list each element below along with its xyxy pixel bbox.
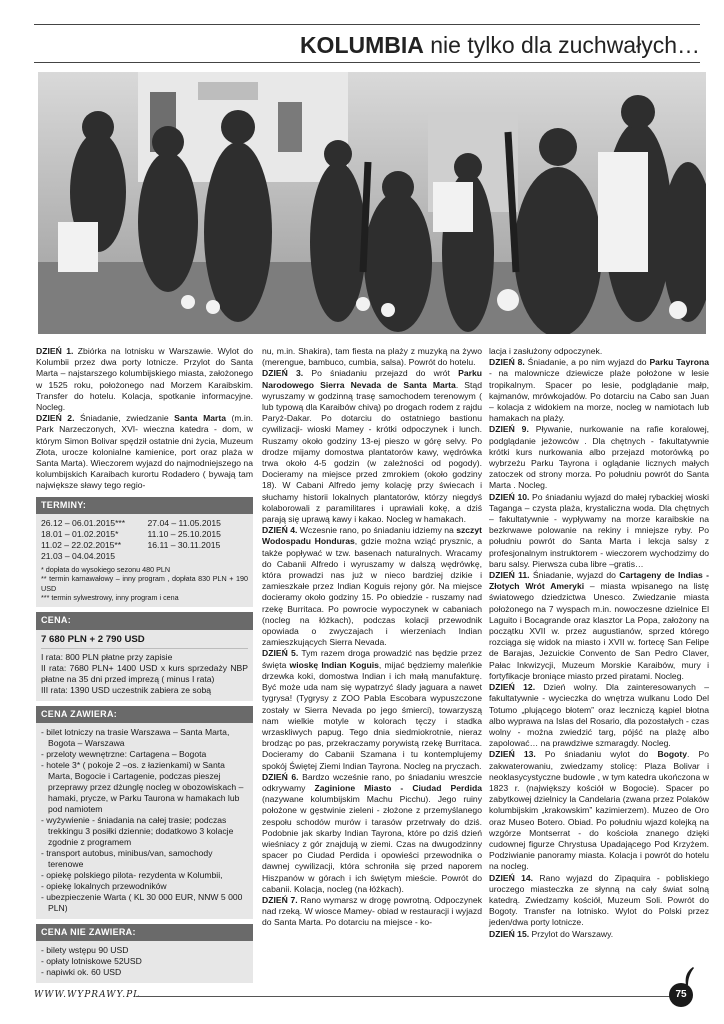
day-9-text-a: Pływanie, nurkowanie na rafie koralowej, podglądanie jeżowców . Dla chętnych - fakultatywnie krótki kurs nurkowania albo przejazd motorówką po wybrzeżu Parku Tayrona i oglądanie licznych małych zatoczek od strony morza. Po południu powrót do Santa Marta . Nocleg. bbox=[489, 424, 709, 491]
list-item: - opiekę polskiego pilota- rezydenta w Kolumbii, bbox=[41, 869, 223, 880]
day-15 bbox=[489, 929, 709, 940]
day-5-text-a: Tym razem droga prowadzić nas będzie przez święta bbox=[262, 648, 482, 670]
day-11-text-a: Śniadanie, wyjazd do bbox=[529, 570, 620, 581]
day-8-text-a: Śniadanie, a po nim wyjazd do bbox=[524, 357, 650, 368]
day-10-text-a: Po śniadaniu wyjazd do małej rybackiej wioski Taganga – czysta plaża, krystaliczna woda. Dla chętnych – fakultatywnie - wypływamy na morze karaibskie na bezkrwawe polowanie na rekiny i mniejsze ryby. Po południu powrót do Santa Marta i lekcja salsy z profesjonalnym instruktorem - wieczorem wychodzimy do baru salsy. Pierwsza cuba libre –gratis… bbox=[489, 491, 709, 569]
day-4-highlight: szczyt Wodospadu Honduras bbox=[262, 525, 482, 547]
day-3-text-a: Po śniadaniu przejazd do wrót bbox=[303, 368, 459, 379]
term-date: 16.11 – 30.11.2015 bbox=[147, 539, 221, 550]
includes-body bbox=[36, 723, 253, 919]
term-date: 21.03 – 04.04.2015 bbox=[41, 550, 116, 561]
includes-box bbox=[36, 706, 253, 919]
list-item: - opłaty lotniskowe 52USD bbox=[41, 956, 142, 967]
day-3-text-b: . Stąd wyruszamy w godzinną trasę samochodem terenowym ( lub typową dla Karaibów chivą) po drogach rodem z rajdu Paryż-Dakar. Po dotarciu do ostatniego bastionu cywilizacji- wioski Mamey - krótki odpoczynek i lunch. Ruszamy około godziny 13-ej pieszo w górę selvy. Po drodze mijamy domostwa plantatorów kawy, wędrówka trwa około 4-5 godzin (w zależności od pogody). Docieramy na miejsce przed zmrokiem (około godziny 18). W Cabani Alfredo jemy kolację przy świecach i słuchamy historii lokalnych plantatorów, którzy niegdyś kolaborowali z paramilitares i uprawiali kokę, a dziś parają się uprawą kawy i kakao. Nocleg w hamakach. bbox=[262, 379, 482, 525]
list-item: - bilet lotniczy na trasie Warszawa – Santa Marta, Bogota – Warszawa bbox=[41, 726, 230, 748]
column-2 bbox=[262, 346, 482, 929]
day-9-label: DZIEŃ 9. bbox=[489, 424, 529, 435]
page-title-bold: KOLUMBIA bbox=[299, 32, 424, 58]
day-2-continuation: nu, m.in. Shakira), tam fiesta na plaży z muzyką na żywo (merengue, bambuco, cumbia, salsa). Powrót do hotelu. bbox=[262, 346, 482, 368]
day-5-label: DZIEŃ 5. bbox=[262, 648, 299, 659]
day-3 bbox=[262, 368, 482, 525]
day-1 bbox=[36, 346, 253, 413]
term-date: 11.10 – 25.10.2015 bbox=[147, 528, 221, 539]
day-6-text-b: (nazywane kolumbijskim Machu Picchu). Jego ruiny położone w gęstwinie zieleni - złożone z przemyślanego zespołu schodów murów i tarasów przetrwały do dziś. Podobnie jak skarby Indian Tayrona, które po dziś dzień wieśniacy z gór znajdują w ziemi. Czas na dwugodzinny spacer po Ciudad Perdida i opowieści przewodnika o dawnej cywilizacji, która schroniła się przed naporem Hiszpanów w górach i ich świętym mieście. Powrót do cabanii. Kolacja, nocleg (na łóżkach). bbox=[262, 794, 482, 894]
bottom-rule bbox=[136, 996, 672, 997]
list-item: - hotele 3* ( pokoje 2 –os. z łazienkami) w Santa Marta, Bogocie i Cartagenie, podczas pieszej przeprawy przez dżunglę nocleg w obozowiskach – hamaki, prycze, w Parku Taurona w hamakach lub pod namiotem bbox=[41, 759, 244, 814]
day-11-highlight: Cartageny de Indias - Złotych Wrót Ameryki bbox=[489, 570, 709, 592]
day-7-text-a: Rano wymarsz w drogę powrotną. Odpoczynek nad rzeką. W wiosce Mamey- obiad w restauracji i wyjazd do Santa Marta. Po dotarciu na miejsce - ko- bbox=[262, 894, 482, 928]
term-note: *** termin sylwestrowy, inny program i cena bbox=[41, 593, 179, 603]
day-3-highlight: Parku Narodowego Sierra Nevada de Santa Marta bbox=[262, 368, 483, 390]
day-15-label: DZIEŃ 15. bbox=[489, 928, 530, 939]
photo-procession-children-icon bbox=[38, 72, 706, 334]
day-8 bbox=[489, 357, 709, 424]
list-item: - bilety wstępu 90 USD bbox=[41, 945, 129, 956]
list-item: - transport autobus, minibus/van, samochody terenowe bbox=[41, 847, 213, 869]
day-7-continuation: lacja i zasłużony odpoczynek. bbox=[489, 346, 603, 356]
day-1-label: DZIEŃ 1. bbox=[36, 346, 74, 356]
day-5-highlight: wioskę Indian Koguis bbox=[289, 659, 379, 670]
day-11-label: DZIEŃ 11. bbox=[489, 570, 530, 581]
page-number: 75 bbox=[669, 983, 693, 1007]
day-1-text: Zbiórka na lotnisku w Warszawie. Wylot do Kolumbii przez dwa porty lotnicze. Przylot do Santa Marta – najstarszego kolumbijskiego miasta, założonego w 1525 roku, położonego nad Morzem Karaibskim. Transfer do hotelu. Kolacja, spotkanie informacyjne. Nocleg. bbox=[36, 346, 253, 413]
day-5-text-b: , mijać będziemy maleńkie drzewka koki, domostwa Indian i ich małą manufakturę. Być może uda nam się wypatrzyć ślady jaguara a nawet tygrysa! (Tygrysy z ZOO Pabla Escobara wypuszczone zostały w Sierra Nevada po jego śmierci), towarzyszą nam wielkie motyle w kolorach tęczy i stadka wrzaskliwych papug. Tego dnia siedmiokrotnie, nieraz brodząc po pas, przekraczamy porywistą rzekę Burritaca. Docieramy do Cabanii Szamana i tu kontemplujemy spokój Świętej Ziemi Indian Tayrona. Nocleg na pryczach. bbox=[262, 659, 483, 771]
day-10 bbox=[489, 492, 709, 570]
day-13-label: DZIEŃ 13. bbox=[489, 749, 536, 760]
day-8-label: DZIEŃ 8. bbox=[489, 357, 525, 368]
day-3-label: DZIEŃ 3. bbox=[262, 368, 304, 379]
procession-photo bbox=[38, 72, 706, 334]
day-11 bbox=[489, 570, 709, 682]
day-12-text-a: Dzień wolny. Dla zainteresowanych – fakultatywnie - wycieczka do wnętrza wulkanu Lodo Del Totumo „plującego błotem” oraz leczniczą kąpiel błotna albo wyprawa na Islas del Rosario, dla pozostałych - czas wolny - można zwiedzić targ, pójść na plażę albo zapolować… na prawdziwe szmaragdy. Nocleg. bbox=[489, 682, 710, 749]
day-10-label: DZIEŃ 10. bbox=[489, 491, 530, 502]
day-2 bbox=[36, 413, 253, 491]
price-installment: II rata: 7680 PLN+ 1400 USD x kurs sprzedaży NBP płatne na 35 dni przed imprezą ( minus I rata) bbox=[41, 662, 248, 684]
terms-box bbox=[36, 497, 253, 608]
day-12 bbox=[489, 682, 709, 749]
term-date: 26.12 – 06.01.2015*** bbox=[41, 517, 126, 528]
excludes-body bbox=[36, 941, 253, 983]
terms-dates bbox=[41, 518, 248, 562]
day-7 bbox=[262, 895, 482, 929]
day-9 bbox=[489, 424, 709, 491]
day-4-text-a: Wczesnie rano, po śniadaniu idziemy na bbox=[297, 525, 457, 536]
day-12-label: DZIEŃ 12. bbox=[489, 682, 536, 693]
page-title-row bbox=[34, 30, 700, 60]
page-title bbox=[34, 30, 700, 60]
day-6-highlight: Zaginione Miasto - Ciudad Perdida bbox=[314, 782, 483, 793]
day-14 bbox=[489, 873, 709, 929]
column-1 bbox=[36, 346, 253, 983]
excludes-heading: CENA NIE ZAWIERA: bbox=[36, 924, 253, 941]
page-title-rest: nie tylko dla zuchwałych… bbox=[423, 32, 700, 58]
day-6 bbox=[262, 772, 482, 895]
term-date bbox=[148, 551, 249, 562]
day-7-label: DZIEŃ 7. bbox=[262, 894, 298, 905]
day-13-text-b: . Po zakwaterowaniu, zwiedzamy stolicę: Plaza Bolivar i neoklasycystyczne budowle , w tym katedra ukończona w 1823 r. (największy kościół w Bogocie). Spacer po zabytkowej dzielnicy la Candelaria (zwana przez Polaków kolumbijskim „krakowskim” kazimierzem). Muzeo de Oro oraz Museo Botero. Obiad. Po południu wjazd kolejką na wzgórze Montserrat - do kościoła znanego dzięki cudownej figurze Chrystusa Upadającego Pod Krzyżem. Podziwianie panoramy miasta. Kolacja i powrót do hotelu na nocleg. bbox=[489, 749, 709, 872]
price-installment: I rata: 800 PLN płatne przy zapisie bbox=[41, 651, 173, 662]
price-heading: CENA: bbox=[36, 612, 253, 629]
day-13-text-a: Po śniadaniu wylot do bbox=[535, 749, 658, 760]
excludes-box bbox=[36, 924, 253, 983]
day-14-text-a: Rano wyjazd do Zipaquira - pobliskiego uroczego miasteczka ze słynną na cały świat solną katedrą. Zwiedzamy kościół, Muzeum Soli. Powrót do Bogoty. Transfer na lotnisko. Wylot do Polski przez jeden/dwa porty lotnicze. bbox=[489, 872, 709, 928]
list-item: - opiekę lokalnych przewodników bbox=[41, 880, 167, 891]
price-body bbox=[36, 630, 253, 701]
title-rule bbox=[34, 62, 700, 63]
day-4-label: DZIEŃ 4. bbox=[262, 525, 298, 536]
column-3 bbox=[489, 346, 709, 940]
day-8-highlight: Parku Tayrona bbox=[649, 357, 709, 368]
price-box bbox=[36, 612, 253, 700]
day-2-text-a: Śniadanie, zwiedzanie bbox=[74, 413, 175, 424]
list-item: - napiwki ok. 60 USD bbox=[41, 967, 122, 978]
day-14-label: DZIEŃ 14. bbox=[489, 872, 534, 883]
day-2-text-b: (m.in. Park Narzeczonych, XVI- wieczna katedra - dom, w którym Simon Bolivar spędził ostatnie dni życia, Muzeum Złota, urocze kolonialne kamienice, port oraz plaża w Santa Marta). Wieczorem wyjazd do najmodniejszego na kolumbijskich Karaibach kurortu Rodadero ( bywają tam największe sławy tego regio- bbox=[36, 413, 253, 491]
price-installment: III rata: 1390 USD uczestnik zabiera ze sobą bbox=[41, 684, 212, 695]
list-item: - przeloty wewnętrzne: Cartagena – Bogota bbox=[41, 748, 207, 759]
includes-heading: CENA ZAWIERA: bbox=[36, 706, 253, 723]
list-item: - ubezpieczenie Warta ( KL 30 000 EUR, NNW 5 000 PLN) bbox=[41, 891, 243, 913]
day-4-text-b: , gdzie można wziąć prysznic, a także popływać w tzw. basenach naturalnych. Wracamy do Cabanii Alfredo i wyruszamy w dalszą wędrówkę, która prowadzi nas już w nieco bardziej dzikie i zamieszkałe przez Indian Koguis rejony gór. Na miejsce docieramy około godziny 15. Po obiedzie - ruszamy nad rzekę Burritaca. Po powrocie wypoczynek w cabaniach (nocleg na łóżkach), podczas kolacji przewodnik opowiada o zwyczajach i wierzeniach Indian zamieszkujących Sierra Nevada. bbox=[262, 536, 482, 648]
term-date: 11.02 – 22.02.2015** bbox=[41, 539, 122, 550]
term-note: ** termin karnawałowy – inny program , dopłata 830 PLN + 190 USD bbox=[41, 574, 248, 593]
day-13 bbox=[489, 749, 709, 872]
day-15-text-a: Przylot do Warszawy. bbox=[529, 928, 614, 939]
day-5 bbox=[262, 648, 482, 771]
term-note: * dopłata do wysokiego sezonu 480 PLN bbox=[41, 564, 171, 574]
day-4 bbox=[262, 525, 482, 648]
day-8-text-b: - na malownicze dziewicze plaże położone w lesie tropikalnym. Spacer po lesie, podglądanie małp, kajmanów, mrówkojadów. Po dotarciu na Cabo san Juan – kolacja z widokiem na morze, nocleg w namiotach lub hamakach na plaży. bbox=[489, 368, 709, 424]
list-item: - wyżywienie - śniadania na całej trasie; podczas trekkingu 3 posiłki dziennie; dodatkowo 3 kolacje zgodnie z programem bbox=[41, 814, 234, 847]
term-date: 18.01 – 01.02.2015* bbox=[41, 528, 119, 539]
day-13-highlight: Bogoty bbox=[657, 749, 688, 760]
day-6-text-a: Bardzo wcześnie rano, po śniadaniu wreszcie odkrywamy bbox=[262, 771, 483, 793]
terms-heading: TERMINY: bbox=[36, 497, 253, 514]
day-2-highlight: Santa Marta bbox=[174, 413, 226, 424]
top-rule bbox=[34, 24, 700, 25]
day-6-label: DZIEŃ 6. bbox=[262, 771, 299, 782]
day-11-text-b: – miasta wpisanego na listę światowego dziedzictwa Unesco. Zwiedzanie miasta położonego na 7 wyspach m.in. nowoczesne dzielnice El Laguito i Bocagrande oraz klasztor La Popa, założony na początku XVII w. przez augustianów, sprzed którego rozciąga się widok na miasto i XVII w. fortecę San Felipe de Barajas, Jezuickie Convento de San Pedro Claver, Pałac Inkwizycji, Muzeum Morskie Karaibów, mury i fortyfikacje broniące miasto przed piratami. Nocleg. bbox=[489, 581, 710, 681]
day-2-label: DZIEŃ 2. bbox=[36, 413, 75, 424]
terms-body bbox=[36, 514, 253, 608]
price-total: 7 680 PLN + 2 790 USD bbox=[41, 634, 248, 649]
term-date: 27.04 – 11.05.2015 bbox=[147, 517, 221, 528]
footer-website-link[interactable]: WWW.WYPRAWY.PL bbox=[34, 990, 141, 1000]
